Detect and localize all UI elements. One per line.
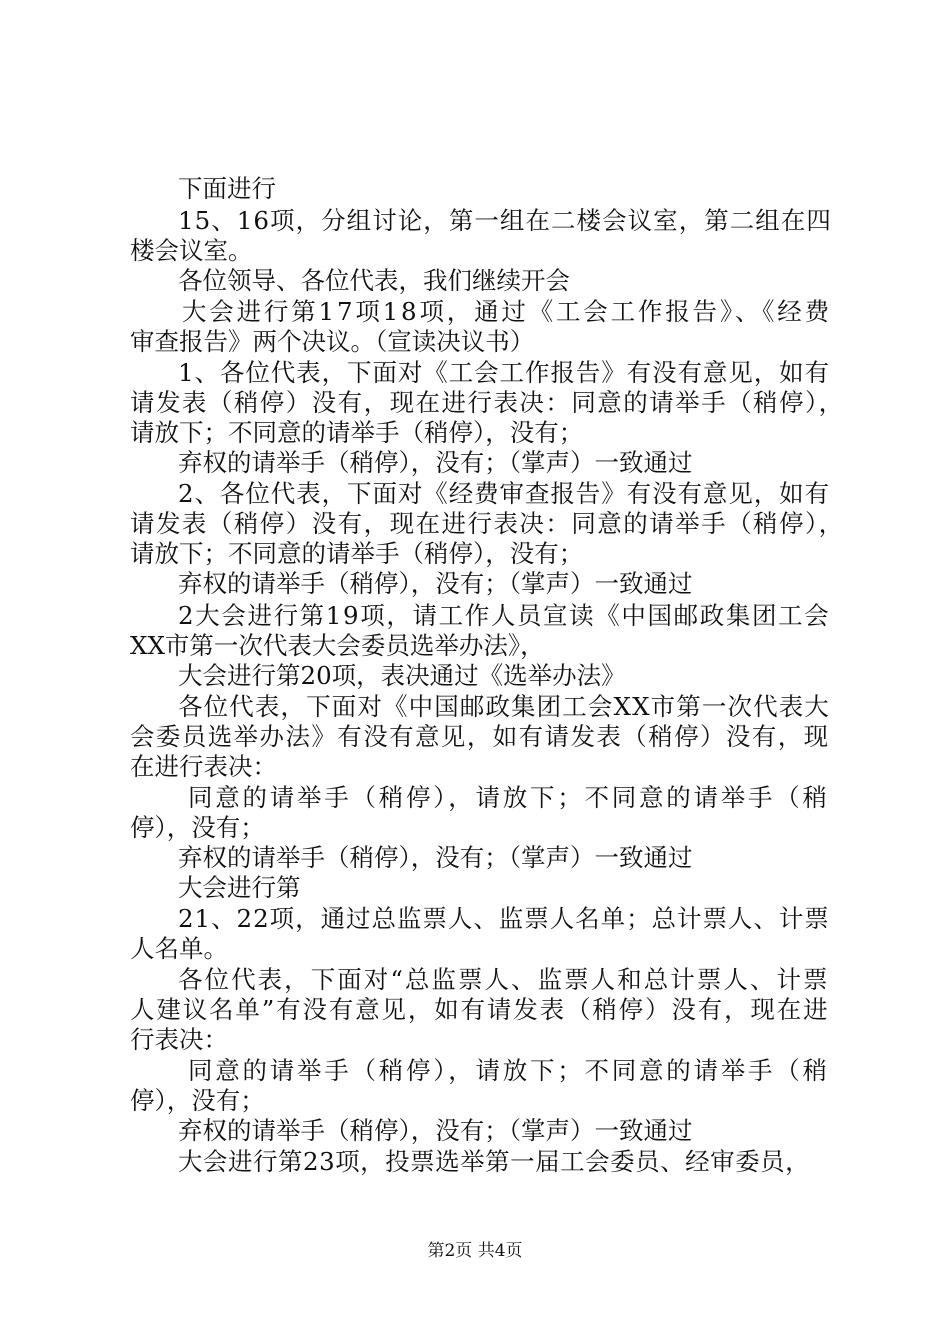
text-line: 大会进行第20项，表决通过《选举办法》	[178, 661, 626, 690]
text-line: 大会进行第	[178, 873, 301, 902]
text-line: 人建议名单”有没有意见，如有请发表（稍停）没有，现在进	[130, 995, 830, 1024]
text-line: 同意的请举手（稍停），请放下；不同意的请举手（稍	[188, 1056, 830, 1085]
text-line: 各位代表，下面对《中国邮政集团工会XX市第一次代表大	[178, 692, 831, 721]
text-line: 停），没有；	[130, 813, 265, 842]
text-line: 弃权的请举手（稍停），没有；（掌声）一致通过	[178, 448, 693, 477]
page-footer: 第2页 共4页	[427, 1241, 523, 1261]
text-line: XX市第一次代表大会委员选举办法》，	[130, 631, 545, 660]
text-line: 各位代表，下面对“总监票人、监票人和总计票人、计票	[178, 965, 830, 994]
text-line: 请放下；不同意的请举手（稍停），没有；	[130, 539, 584, 568]
text-line: 1、各位代表，下面对《工会工作报告》有没有意见，如有	[178, 358, 831, 387]
text-line: 21、22项，通过总监票人、监票人名单；总计票人、计票	[178, 904, 830, 933]
text-line: 请放下；不同意的请举手（稍停），没有；	[130, 418, 584, 447]
text-line: 15、16项，分组讨论，第一组在二楼会议室，第二组在四	[178, 206, 832, 235]
text-line: 行表决：	[130, 1025, 228, 1054]
text-line: 在进行表决：	[130, 752, 277, 781]
text-line: 大会进行第23项，投票选举第一届工会委员、经审委员，	[178, 1147, 811, 1176]
text-line: 请发表（稍停）没有，现在进行表决：同意的请举手（稍停），	[130, 509, 845, 538]
text-line: 大会进行第17项18项，通过《工会工作报告》、《经费	[182, 297, 832, 326]
text-line: 弃权的请举手（稍停），没有；（掌声）一致通过	[178, 569, 693, 598]
text-line: 请发表（稍停）没有，现在进行表决：同意的请举手（稍停），	[130, 388, 845, 417]
text-line: 会委员选举办法》有没有意见，如有请发表（稍停）没有，现	[130, 722, 830, 751]
text-line: 2大会进行第19项，请工作人员宣读《中国邮政集团工会	[178, 601, 831, 630]
text-line: 停），没有；	[130, 1086, 265, 1115]
text-line: 人名单。	[130, 934, 228, 963]
text-line: 弃权的请举手（稍停），没有；（掌声）一致通过	[178, 843, 693, 872]
text-line: 2、各位代表，下面对《经费审查报告》有没有意见，如有	[178, 479, 831, 508]
text-line: 弃权的请举手（稍停），没有；（掌声）一致通过	[178, 1116, 693, 1145]
text-line: 审查报告》两个决议。（宣读决议书）	[130, 327, 535, 356]
text-line: 各位领导、各位代表，我们继续开会	[178, 266, 570, 295]
text-line: 下面进行	[178, 174, 276, 203]
text-line: 楼会议室。	[130, 236, 253, 265]
text-line: 同意的请举手（稍停），请放下；不同意的请举手（稍	[188, 783, 830, 812]
